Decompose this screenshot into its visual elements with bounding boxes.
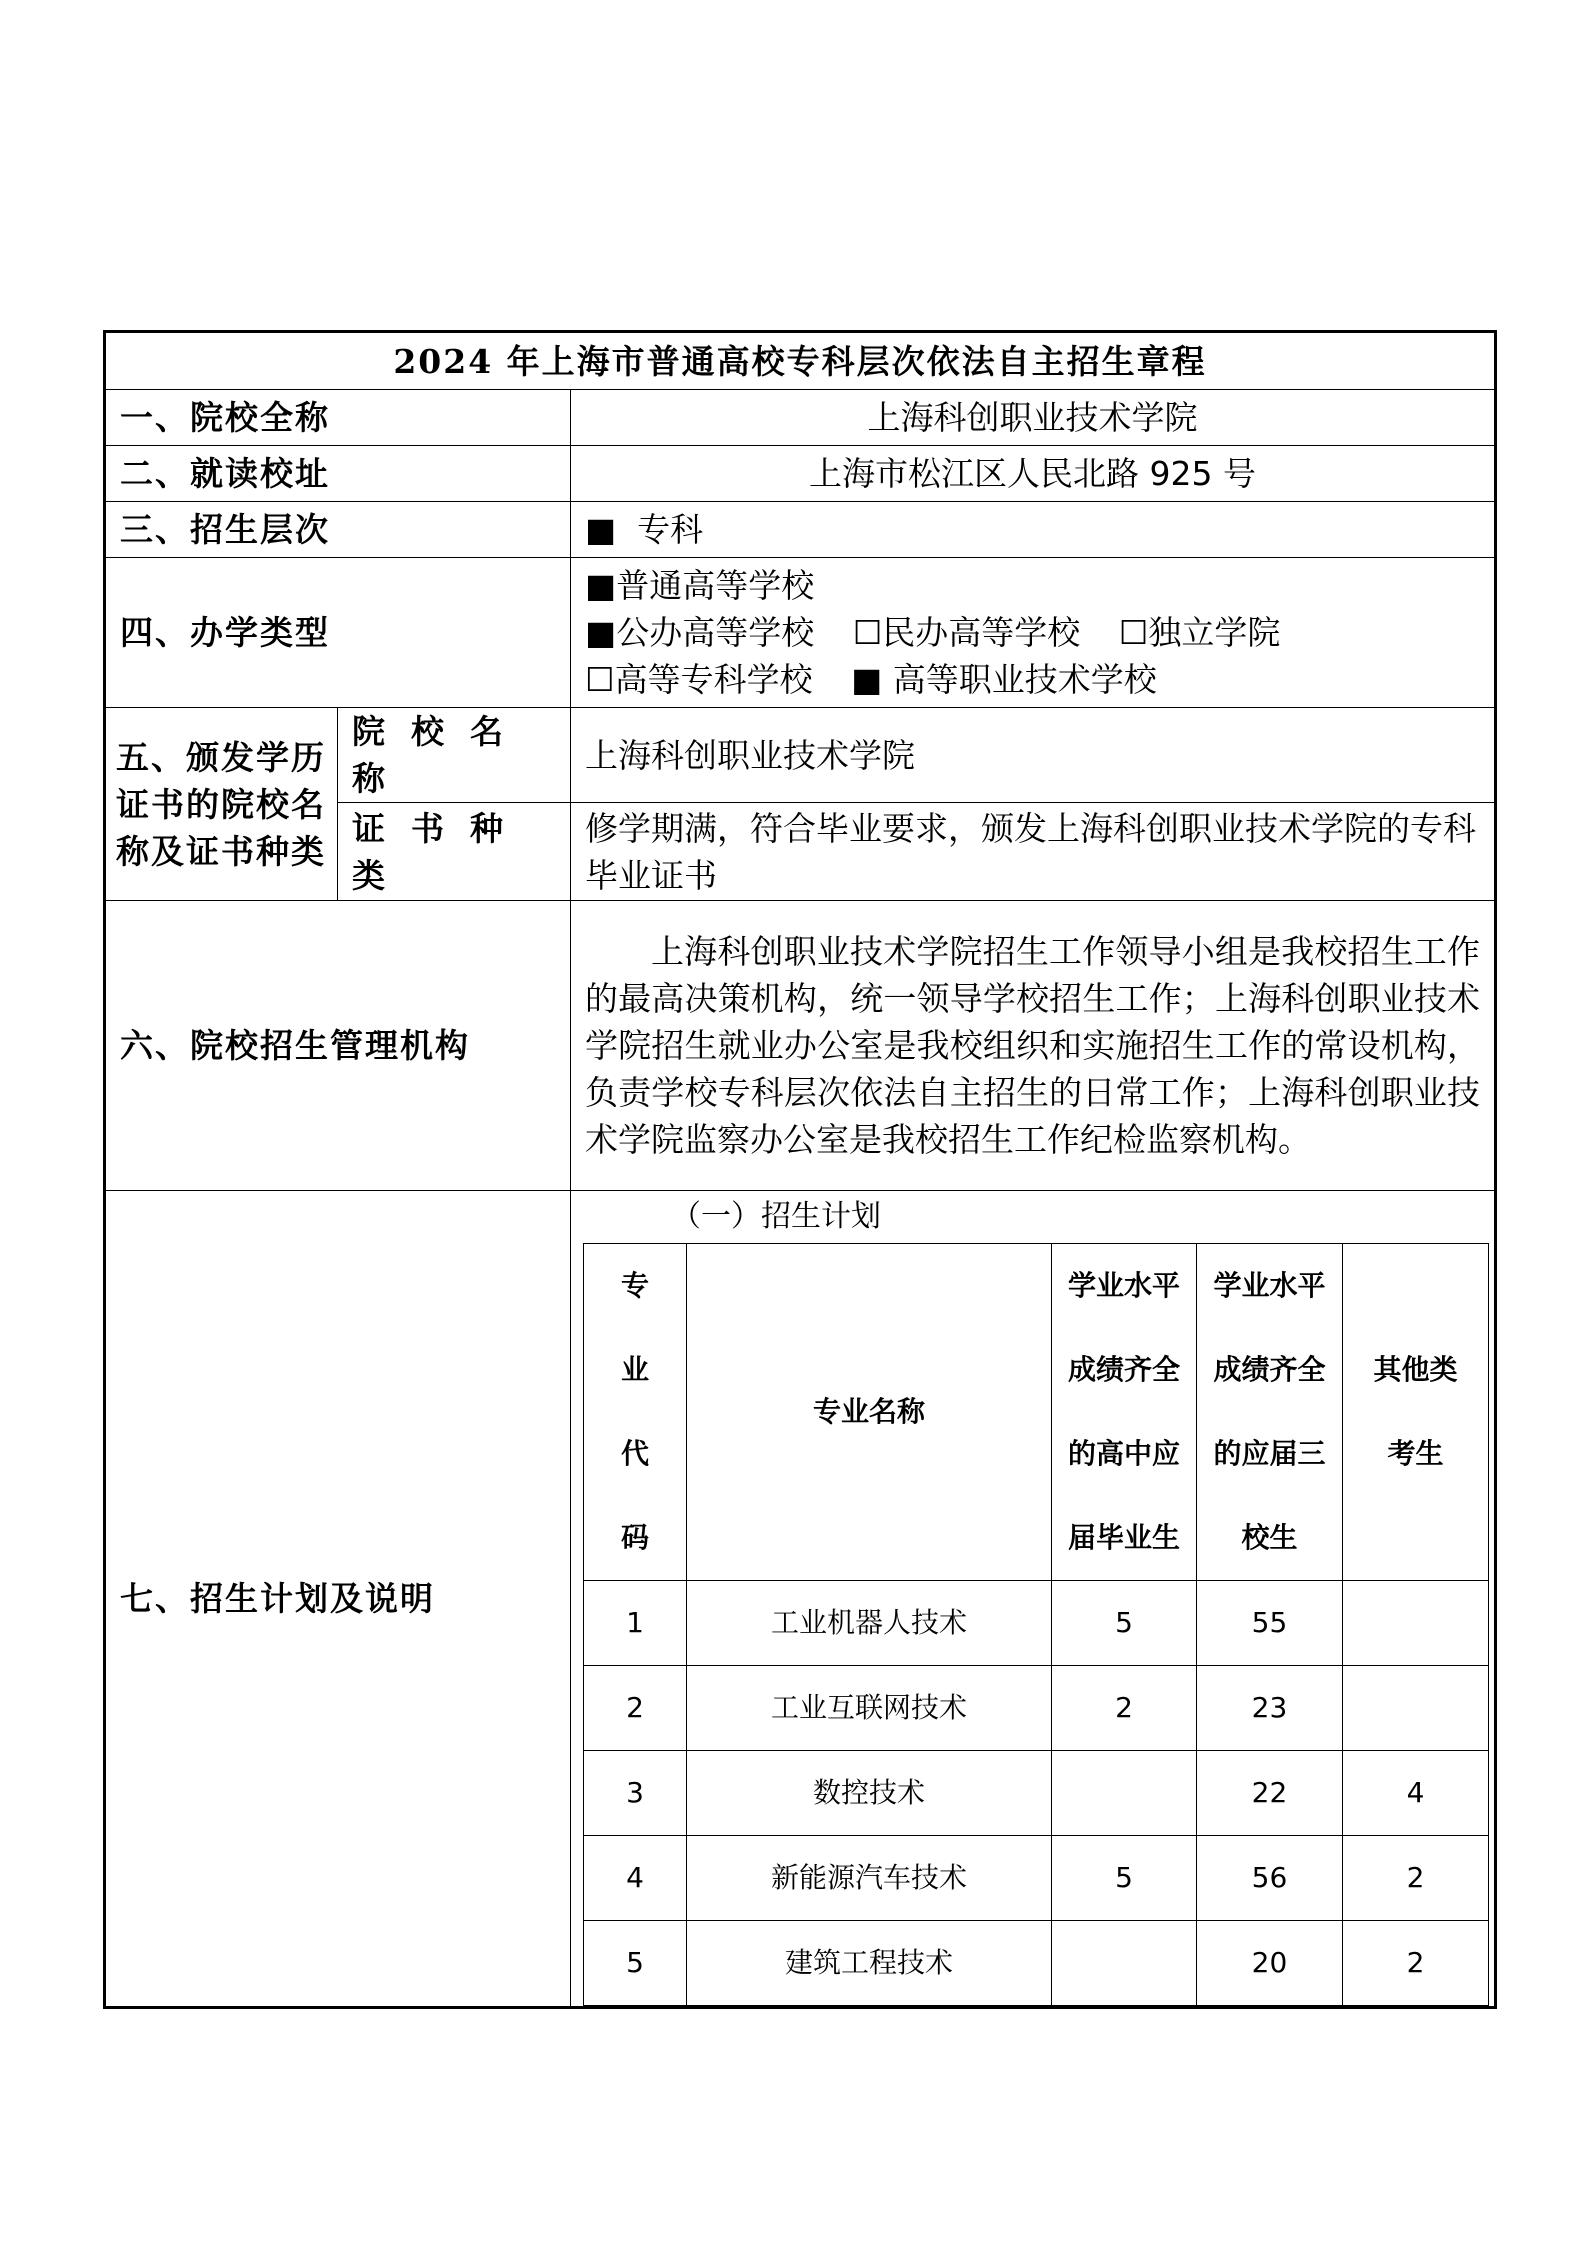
type-option: 高等职业技术学校 [892, 660, 1157, 699]
type-option: 民办高等学校 [882, 613, 1081, 652]
checkbox-empty-icon: ☐ [852, 613, 883, 652]
cell-code: 5 [584, 1921, 687, 2006]
school-name-value: 上海科创职业技术学院 [571, 390, 1496, 446]
cell-a: 5 [1052, 1581, 1197, 1666]
checkbox-checked-icon: ■ [585, 566, 617, 605]
cell-a: 5 [1052, 1836, 1197, 1921]
type-option: 公办高等学校 [616, 613, 815, 652]
checkbox-checked-icon: ■ [585, 510, 617, 549]
cell-name: 工业机器人技术 [687, 1581, 1052, 1666]
cell-c: 4 [1343, 1751, 1489, 1836]
checkbox-empty-icon: ☐ [1118, 613, 1149, 652]
cell-b: 56 [1197, 1836, 1343, 1921]
certificate-name-label: 院校名称 [338, 708, 571, 803]
cell-c: 2 [1343, 1921, 1489, 2006]
type-line-1 [585, 562, 1480, 609]
cell-name: 新能源汽车技术 [687, 1836, 1052, 1921]
header-code: 专业代码 [584, 1244, 687, 1581]
checkbox-checked-icon: ■ [851, 660, 883, 699]
cell-a [1052, 1921, 1197, 2006]
header-col-a: 学业水平成绩齐全的高中应届毕业生 [1052, 1244, 1197, 1581]
cell-c [1343, 1581, 1489, 1666]
level-value: 专科 [637, 510, 704, 549]
checkbox-empty-icon: ☐ [585, 660, 615, 699]
certificate-type-label: 证书种类 [338, 803, 571, 901]
school-type-options [571, 558, 1496, 708]
cell-code: 4 [584, 1836, 687, 1921]
level-value-cell [571, 502, 1496, 558]
management-text: 上海科创职业技术学院招生工作领导小组是我校招生工作的最高决策机构，统一领导学校招生工作；上海科创职业技术学院招生就业办公室是我校组织和实施招生工作的常设机构，负责学校专科层次依法自主招生的日常工作；上海科创职业技术学院监察办公室是我校招生工作纪检监察机构。 [571, 901, 1496, 1191]
plan-table [583, 1243, 1489, 2006]
cell-b: 55 [1197, 1581, 1343, 1666]
certificate-label: 五、颁发学历证书的院校名称及证书种类 [105, 708, 338, 901]
charter-table [103, 330, 1497, 2009]
type-option: 独立学院 [1148, 613, 1281, 652]
type-line-3 [585, 656, 1480, 703]
header-name: 专业名称 [687, 1244, 1052, 1581]
table-row [584, 1921, 1489, 2006]
header-col-b: 学业水平成绩齐全的应届三校生 [1197, 1244, 1343, 1581]
level-label: 三、招生层次 [105, 502, 571, 558]
header-col-c: 其他类考生 [1343, 1244, 1489, 1581]
cell-a [1052, 1751, 1197, 1836]
cell-code: 3 [584, 1751, 687, 1836]
table-row [584, 1751, 1489, 1836]
school-name-label: 一、院校全称 [105, 390, 571, 446]
school-type-label: 四、办学类型 [105, 558, 571, 708]
plan-label: 七、招生计划及说明 [105, 1191, 571, 2008]
management-label: 六、院校招生管理机构 [105, 901, 571, 1191]
document-title: 2024 年上海市普通高校专科层次依法自主招生章程 [105, 332, 1496, 390]
plan-cell [571, 1191, 1496, 2008]
cell-code: 2 [584, 1666, 687, 1751]
cell-name: 工业互联网技术 [687, 1666, 1052, 1751]
type-option: 普通高等学校 [616, 566, 815, 605]
cell-b: 22 [1197, 1751, 1343, 1836]
cell-code: 1 [584, 1581, 687, 1666]
cell-name: 数控技术 [687, 1751, 1052, 1836]
cell-c [1343, 1666, 1489, 1751]
plan-subtitle: （一）招生计划 [671, 1199, 881, 1234]
type-option: 高等专科学校 [614, 660, 813, 699]
certificate-type-value: 修学期满，符合毕业要求，颁发上海科创职业技术学院的专科毕业证书 [571, 803, 1496, 901]
cell-c: 2 [1343, 1836, 1489, 1921]
admission-charter-document [103, 330, 1494, 2009]
cell-a: 2 [1052, 1666, 1197, 1751]
type-line-2 [585, 609, 1480, 656]
table-row [584, 1836, 1489, 1921]
certificate-name-value: 上海科创职业技术学院 [571, 708, 1496, 803]
table-row [584, 1666, 1489, 1751]
address-value: 上海市松江区人民北路 925 号 [571, 446, 1496, 502]
cell-b: 23 [1197, 1666, 1343, 1751]
address-label: 二、就读校址 [105, 446, 571, 502]
cell-name: 建筑工程技术 [687, 1921, 1052, 2006]
cell-b: 20 [1197, 1921, 1343, 2006]
checkbox-checked-icon: ■ [585, 613, 617, 652]
table-row [584, 1581, 1489, 1666]
